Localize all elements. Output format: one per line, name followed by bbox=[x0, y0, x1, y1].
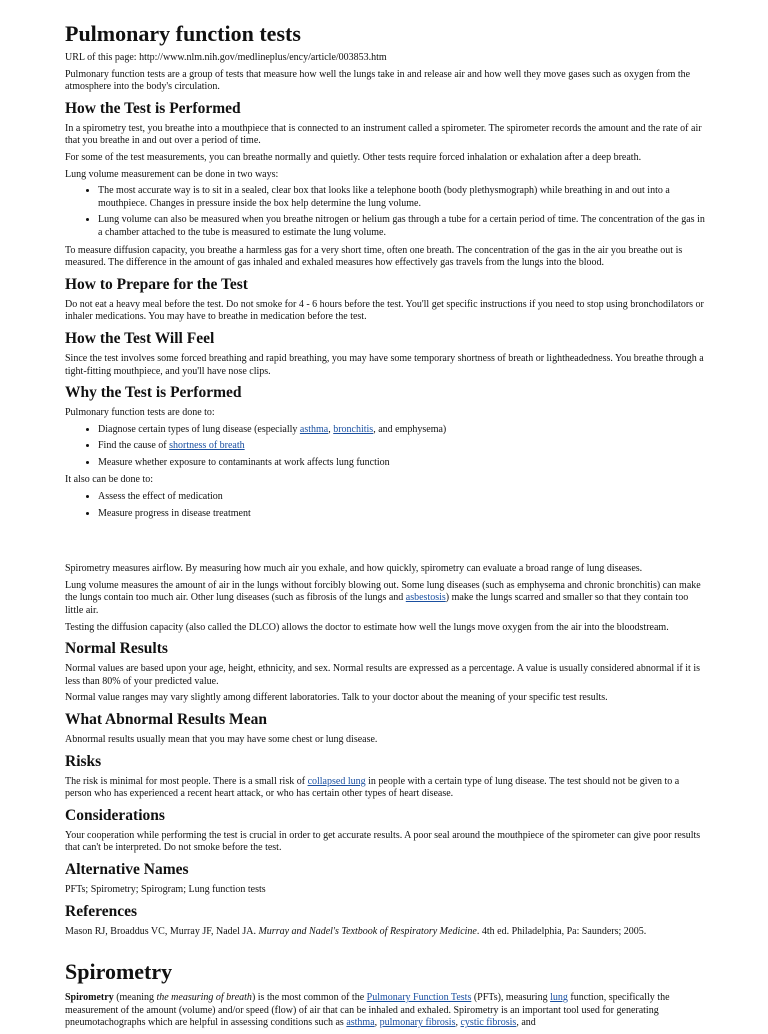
text: , and emphysema) bbox=[373, 423, 447, 435]
spirometry-paragraph bbox=[65, 992, 705, 1030]
document-page bbox=[65, 22, 705, 1034]
italic-text: the measuring of breath bbox=[156, 992, 252, 1004]
spirometry-title: Spirometry bbox=[65, 959, 173, 985]
text: in people with a certain type of lung disease. The test should not be given to a person who has experienced a recent heart attack, or who has certain other types of heart disease. bbox=[65, 775, 680, 800]
paragraph: Normal values are based upon your age, height, ethnicity, and sex. Normal results are expressed as a percentage. A value is usually considered abnormal if it is less than 80% of your predicted value. bbox=[65, 663, 700, 687]
paragraph: Your cooperation while performing the test is crucial in order to get accurate results. A poor seal around the mouthpiece of the spirometer can give poor results that can't be interpreted. Do not smoke before the test. bbox=[65, 829, 701, 854]
paragraph: To measure diffusion capacity, you breathe a harmless gas for a very short time, often one breath. The concentration of the gas in the air you breathe out is measured. The difference in the amount of gas inhaled and exhaled measures how effectively gas travels from the lungs into the blood. bbox=[65, 244, 683, 269]
heading-abnormal-results: What Abnormal Results Mean bbox=[65, 711, 267, 728]
text: . 4th ed. Philadelphia, Pa: Saunders; 2005. bbox=[476, 925, 647, 937]
bullet-list bbox=[65, 185, 705, 239]
asthma-link[interactable]: asthma bbox=[299, 423, 329, 435]
paragraph: Testing the diffusion capacity (also called the DLCO) allows the doctor to estimate how well the lungs move oxygen from the air into the bloodstream. bbox=[65, 621, 669, 633]
text: Find the cause of bbox=[98, 440, 170, 452]
asthma-link-2[interactable]: asthma bbox=[346, 1017, 375, 1029]
list-item: • The most accurate way is to sit in a sealed, clear box that looks like a telephone booth (body plethysmograph) while breathing in and out into a mouthpiece. Changes in pressure inside the box help determine the lung volume. bbox=[98, 185, 705, 210]
heading-how-performed: How the Test is Performed bbox=[65, 99, 241, 117]
text: , bbox=[328, 423, 334, 435]
text: ) make the lungs scarred and smaller so that they contain too little air. bbox=[65, 592, 689, 617]
paragraph: Abnormal results usually mean that you may have some chest or lung disease. bbox=[65, 734, 378, 745]
heading-feel: How the Test Will Feel bbox=[65, 329, 215, 347]
heading-considerations: Considerations bbox=[65, 806, 165, 824]
heading-normal-results: Normal Results bbox=[65, 640, 168, 658]
url-line: URL of this page: http://www.nlm.nih.gov/medlineplus/ency/article/003853.htm bbox=[65, 52, 387, 63]
list-item bbox=[98, 424, 705, 437]
paragraph: Normal value ranges may vary slightly among different laboratories. Talk to your doctor about the meaning of your specific test results. bbox=[65, 692, 608, 704]
text: The risk is minimal for most people. There is a small risk of bbox=[65, 775, 308, 787]
paragraph: It also can be done to: bbox=[65, 474, 154, 486]
text: (PFTs), measuring bbox=[471, 992, 551, 1004]
spacer bbox=[65, 525, 705, 563]
heading-risks: Risks bbox=[65, 752, 102, 770]
text: , bbox=[374, 1017, 380, 1029]
heading-alternative-names: Alternative Names bbox=[65, 860, 189, 878]
reference-entry bbox=[65, 926, 705, 939]
paragraph: PFTs; Spirometry; Spirogram; Lung function tests bbox=[65, 883, 266, 895]
collapsed-lung-link[interactable]: collapsed lung bbox=[307, 775, 366, 787]
text: , bbox=[455, 1017, 461, 1029]
paragraph: Do not eat a heavy meal before the test. Do not smoke for 4 - 6 hours before the test. You'll get specific instructions if you need to stop using bronchodilators or inhaler medications. You may have to breathe in medication before the test. bbox=[65, 298, 704, 323]
heading-references: References bbox=[65, 902, 138, 920]
intro-paragraph: Pulmonary function tests are a group of tests that measure how well the lungs take in and release air and how well they move gases such as oxygen from the atmosphere into the body's circulation. bbox=[65, 68, 691, 93]
text: function, specifically the measurement of the amount (volume) and/or speed (flow) of air that can be inhaled and exhaled. Spirometry is an important tool used for generating pneumotachographs which are helpful in assessing conditions such as bbox=[65, 992, 670, 1029]
paragraph: Lung volume measurement can be done in two ways: bbox=[65, 168, 279, 180]
bullet-list bbox=[65, 424, 705, 470]
list-item: • Measure whether exposure to contaminants at work affects lung function bbox=[98, 457, 705, 470]
pulmonary-fibrosis-link[interactable]: pulmonary fibrosis bbox=[379, 1017, 456, 1029]
paragraph: Spirometry measures airflow. By measuring how much air you exhale, and how quickly, spirometry can evaluate a broad range of lung diseases. bbox=[65, 563, 643, 575]
paragraph: In a spirometry test, you breathe into a mouthpiece that is connected to an instrument called a spirometer. The spirometer records the amount and the rate of air that you breathe in and out over a period of time. bbox=[65, 122, 702, 147]
pulmonary-function-tests-link[interactable]: Pulmonary Function Tests bbox=[366, 992, 472, 1004]
bullet-list bbox=[65, 491, 705, 520]
text: (meaning bbox=[113, 992, 157, 1004]
bold-term: Spirometry bbox=[65, 992, 114, 1004]
paragraph bbox=[65, 776, 705, 801]
bronchitis-link[interactable]: bronchitis bbox=[333, 423, 374, 435]
heading-why: Why the Test is Performed bbox=[65, 384, 242, 402]
paragraph bbox=[65, 580, 705, 618]
paragraph: Since the test involves some forced breathing and rapid breathing, you may have some temporary shortness of breath or lightheadedness. You breathe through a tight-fitting mouthpiece, and you'll have nose clips. bbox=[65, 352, 704, 377]
cystic-fibrosis-link[interactable]: cystic fibrosis bbox=[460, 1017, 517, 1029]
paragraph: For some of the test measurements, you can breathe normally and quietly. Other tests require forced inhalation or exhalation after a deep breath. bbox=[65, 151, 642, 163]
shortness-of-breath-link[interactable]: shortness of breath bbox=[169, 440, 245, 452]
heading-prepare: How to Prepare for the Test bbox=[65, 275, 248, 293]
asbestosis-link[interactable]: asbestosis bbox=[405, 592, 446, 604]
text: Mason RJ, Broaddus VC, Murray JF, Nadel JA. bbox=[65, 925, 259, 937]
page-title: Pulmonary function tests bbox=[65, 21, 301, 46]
book-title: Murray and Nadel's Textbook of Respiratory Medicine bbox=[258, 925, 477, 937]
lung-link[interactable]: lung bbox=[550, 992, 568, 1004]
list-item: • Assess the effect of medication bbox=[98, 491, 705, 504]
text: Lung volume measures the amount of air in the lungs without forcibly blowing out. Some lung diseases (such as emphysema and chronic bronchitis) can make the lungs contain too much air. Other lung diseases (such as fibrosis of the lungs and bbox=[65, 579, 701, 604]
list-item: • Measure progress in disease treatment bbox=[98, 508, 705, 521]
paragraph: Pulmonary function tests are done to: bbox=[65, 407, 215, 419]
text: Diagnose certain types of lung disease (especially bbox=[98, 423, 300, 435]
list-item bbox=[98, 440, 705, 453]
text: , and bbox=[516, 1017, 536, 1029]
list-item: • Lung volume can also be measured when you breathe nitrogen or helium gas through a tube for a certain period of time. The concentration of the gas in a chamber attached to the tube is measured to estimate the lung volume. bbox=[98, 214, 705, 239]
text: ) is the most common of the bbox=[251, 992, 367, 1004]
